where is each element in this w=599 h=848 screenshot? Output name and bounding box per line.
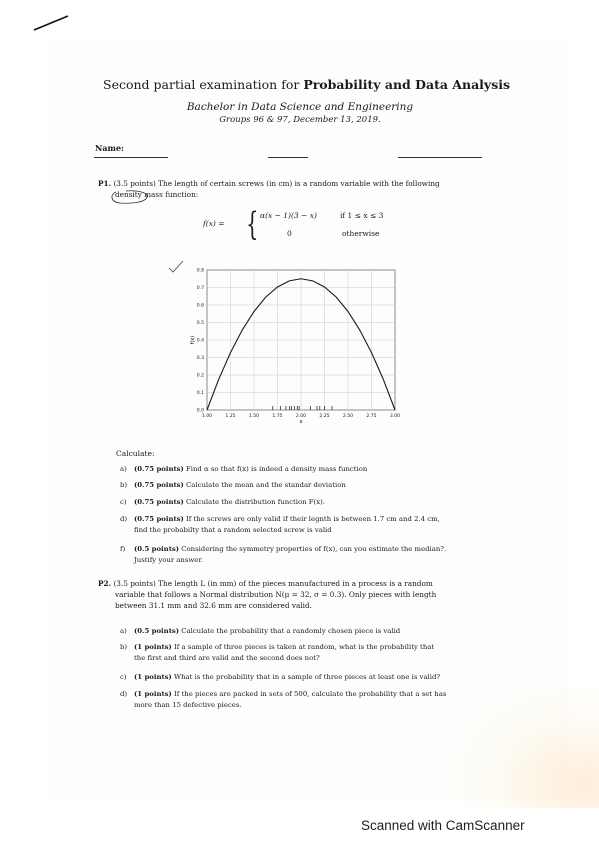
pen-stroke-mark: [32, 12, 72, 34]
p1-item-b-label: b): [120, 481, 128, 489]
p1-item-b-points: (0.75 points): [134, 481, 184, 489]
x-tick-label: 2.50: [342, 414, 354, 419]
p2-item-a-points: (0.5 points): [134, 627, 180, 635]
handwritten-check-mark: [168, 259, 184, 275]
p1-item-d-label: d): [120, 515, 128, 523]
name-underline-3: [398, 157, 482, 158]
density-chart: [190, 262, 410, 432]
x-tick-label: 1.50: [248, 414, 260, 419]
name-underline-2: [268, 157, 308, 158]
x-tick-label: 1.00: [201, 414, 213, 419]
y-tick-label: 0.3: [196, 356, 204, 362]
x-tick-label: 3.00: [389, 414, 401, 419]
y-axis-label: f(x): [191, 335, 196, 345]
p1-item-c-label: c): [120, 498, 127, 506]
p1-item-f-points: (0.5 points): [134, 545, 180, 553]
p2-item-a-label: a): [120, 627, 127, 635]
p2-item-d-text: If the pieces are packed in sets of 500, calculate the probability that a set has: [171, 690, 447, 698]
y-tick-label: 0.8: [196, 268, 204, 274]
p1-item-a-label: a): [120, 465, 127, 473]
x-tick-label: 2.25: [319, 414, 330, 419]
x-axis-label: x: [299, 420, 303, 425]
exam-subtitle: [150, 101, 450, 127]
problem-1-intro-line1: (3.5 points) The length of certain screws (in cm) is a random variable with the following: [113, 179, 440, 188]
p2-item-d-label: d): [120, 690, 128, 698]
problem-2-intro-line2: variable that follows a Normal distribution N(μ = 32, σ = 0.3). Only pieces with length: [115, 590, 437, 599]
p1-item-a-text: Find α so that f(x) is indeed a density mass function: [183, 465, 368, 473]
problem-2-intro-line3: between 31.1 mm and 32.6 mm are considered valid.: [115, 601, 312, 610]
p1-item-f-label: f): [120, 545, 126, 553]
problem-1-intro-line2: density mass function:: [115, 190, 199, 199]
p2-item-b-points: (1 points): [134, 643, 172, 651]
formula-row1-cond: if 1 ≤ x ≤ 3: [340, 211, 384, 220]
exam-title: [103, 77, 511, 92]
density-formula: [203, 207, 443, 241]
groups-date-line: Groups 96 & 97, December 13, 2019.: [219, 115, 381, 125]
x-tick-label: 1.75: [272, 414, 283, 419]
density-chart-svg: [190, 262, 410, 432]
formula-row2-expr: 0: [287, 229, 292, 238]
p2-item-b-text2: the first and third are valid and the second does not?: [134, 653, 320, 662]
p1-item-f-text: Considering the symmetry properties of f(x), can you estimate the median?.: [179, 545, 447, 553]
camscanner-watermark: Scanned with CamScanner: [361, 818, 525, 833]
p2-item-d-text2: more than 15 defective pieces.: [134, 700, 242, 709]
p1-item-f-text2: Justify your answer.: [134, 555, 204, 564]
y-tick-label: 0.1: [196, 391, 204, 397]
calculate-label: Calculate:: [116, 449, 155, 458]
p1-item-c-text: Calculate the distribution function F(x).: [183, 498, 325, 506]
formula-brace: {: [246, 205, 259, 243]
problem-2-label: P2.: [98, 579, 112, 588]
formula-lhs: f(x) =: [203, 219, 225, 228]
x-tick-label: 1.25: [225, 414, 236, 419]
y-tick-label: 0.6: [196, 303, 204, 309]
p1-item-d-text2: find the probabilty that a random selected screw is valid: [134, 525, 332, 534]
p1-item-a-points: (0.75 points): [134, 465, 184, 473]
y-tick-label: 0.2: [196, 373, 204, 379]
name-label: Name:: [95, 143, 125, 153]
x-tick-label: 2.00: [295, 414, 307, 419]
x-tick-label: 2.75: [366, 414, 377, 419]
p1-item-c-points: (0.75 points): [134, 498, 184, 506]
problem-1-label: P1.: [98, 179, 112, 188]
y-tick-label: 0.4: [196, 338, 204, 344]
p1-item-b-text: Calculate the mean and the standar deviation: [183, 481, 346, 489]
exam-title-plain: Second partial examination for: [103, 77, 304, 92]
problem-2-intro-line1: (3.5 points) The length L (in mm) of the pieces manufactured in a process is a random: [113, 579, 433, 588]
exam-title-subject: Probability and Data Analysis: [303, 77, 511, 92]
p2-item-a-text: Calculate the probability that a randomly chosen piece is valid: [179, 627, 401, 635]
name-underline: [94, 157, 168, 158]
p2-item-b-text: If a sample of three pieces is taken at random, what is the probability that: [171, 643, 435, 651]
p2-item-c-points: (1 points): [134, 673, 172, 681]
p2-item-d-points: (1 points): [134, 690, 172, 698]
p1-item-d-points: (0.75 points): [134, 515, 184, 523]
problem-1-intro: [98, 178, 488, 200]
p2-item-c-label: c): [120, 673, 127, 681]
handwritten-circle-mark: [108, 189, 150, 205]
y-tick-label: 0.7: [196, 286, 204, 292]
formula-row2-cond: otherwise: [342, 229, 380, 238]
p2-item-c-text: What is the probability that in a sample of three pieces at least one is valid?: [171, 673, 441, 681]
formula-row1-expr: α(x − 1)(3 − x): [260, 211, 317, 220]
y-tick-label: 0.5: [196, 321, 204, 327]
p1-item-d-text: If the screws are only valid if their legnth is between 1.7 cm and 2.4 cm,: [183, 515, 440, 523]
p2-item-b-label: b): [120, 643, 128, 651]
y-tick-label: 0.0: [196, 408, 204, 414]
degree-line: Bachelor in Data Science and Engineering: [186, 101, 414, 113]
problem-2-intro: [98, 578, 488, 611]
